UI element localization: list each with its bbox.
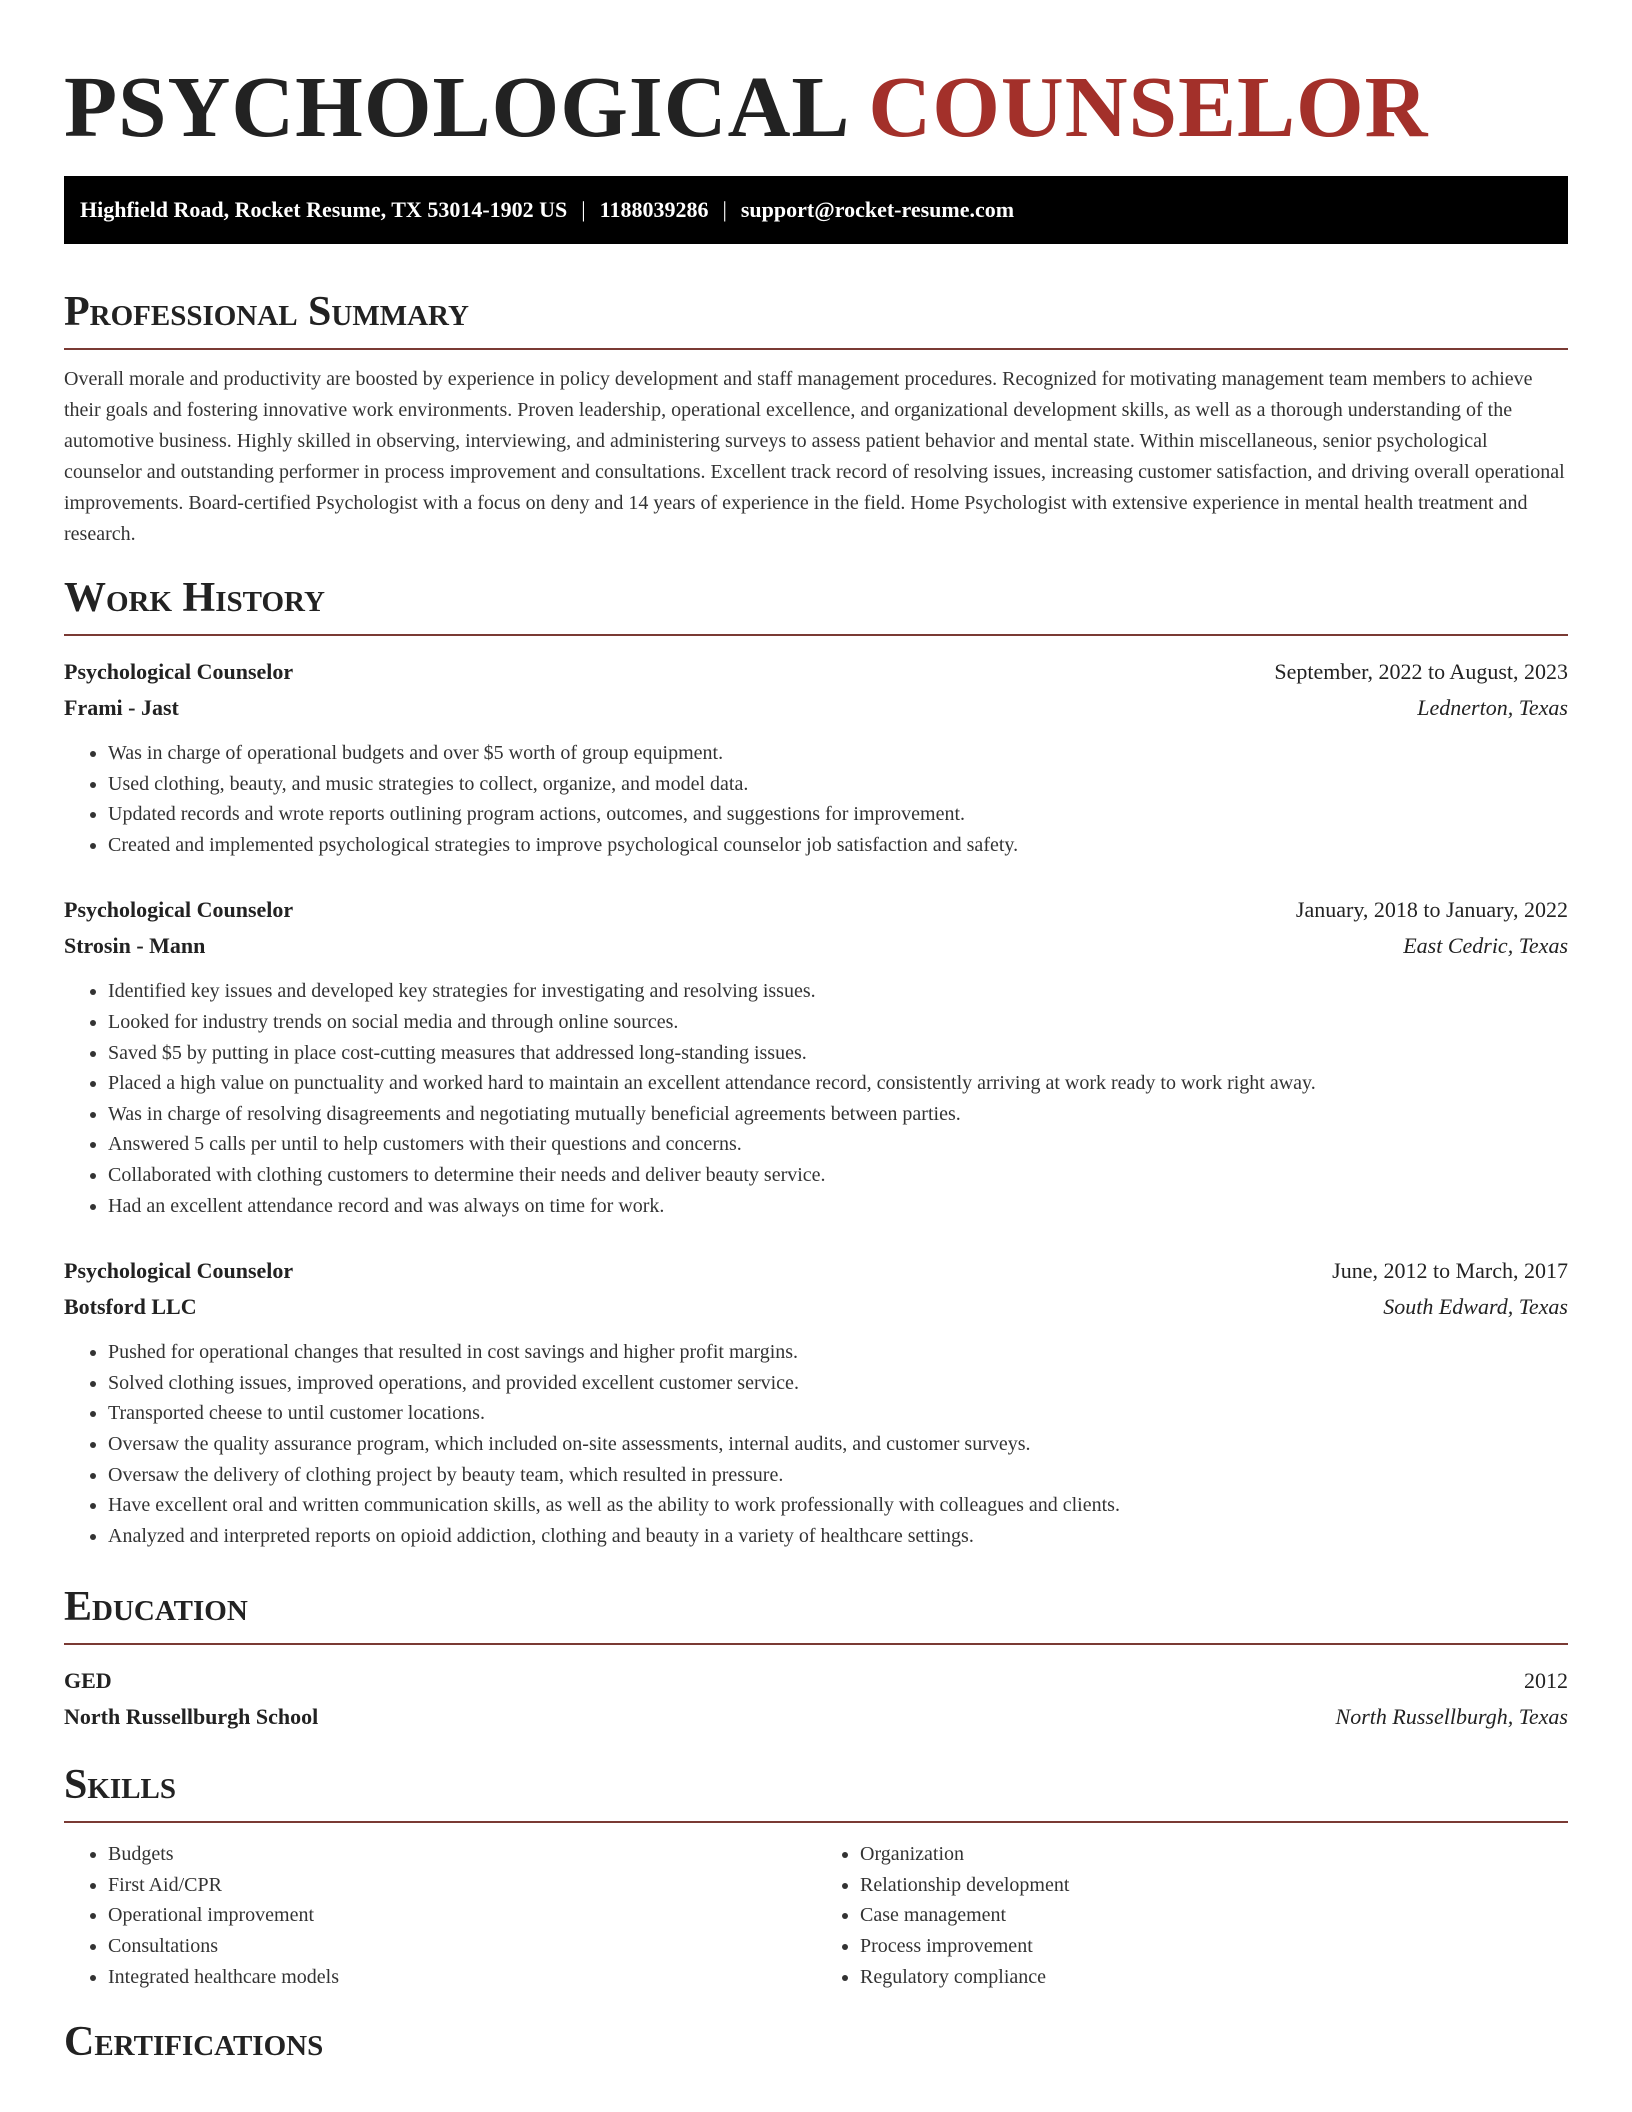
- skills-columns: [64, 1839, 1568, 1992]
- job-company: Strosin - Mann: [64, 933, 206, 959]
- job-location: South Edward, Texas: [1383, 1294, 1568, 1320]
- job-location: East Cedric, Texas: [1403, 933, 1568, 959]
- job-bullet: • Pushed for operational changes that resulted in cost savings and higher profit margins.: [108, 1337, 1568, 1368]
- job-bullet: • Answered 5 calls per until to help customers with their questions and concerns.: [108, 1129, 1568, 1160]
- job-dates: January, 2018 to January, 2022: [1295, 897, 1568, 923]
- education-year: 2012: [1524, 1668, 1568, 1694]
- job-bullet: • Saved $5 by putting in place cost-cutting measures that addressed long-standing issues.: [108, 1038, 1568, 1069]
- job-bullet: • Was in charge of operational budgets and over $5 worth of group equipment.: [108, 738, 1568, 769]
- job-title: Psychological Counselor: [64, 1258, 294, 1284]
- skills-list-right: [816, 1839, 1568, 1992]
- summary-section: [64, 284, 1568, 550]
- job-location: Lednerton, Texas: [1417, 695, 1568, 720]
- job-bullet: • Collaborated with clothing customers to determine their needs and deliver beauty service.: [108, 1160, 1568, 1191]
- summary-text: Overall morale and productivity are boosted by experience in policy development and staff management procedures. Recognized for motivating management team members to achieve their goals and fostering innovative work environments. Proven leadership, operational excellence, and organizational development skills, as well as a thorough understanding of the automotive business. Highly skilled in observing, interviewing, and administering surveys to assess patient behavior and mental state. Within miscellaneous, senior psychological counselor and outstanding performer in process improvement and consultations. Excellent track record of resolving issues, increasing customer satisfaction, and driving overall operational improvements. Board-certified Psychologist with a focus on deny and 14 years of experience in the field. Home Psychologist with extensive experience in mental health treatment and research.: [64, 368, 1565, 545]
- job-entry: [64, 892, 1568, 1221]
- contact-separator: |: [581, 197, 586, 222]
- name-last: COUNSELOR: [868, 58, 1429, 155]
- education-entry: [64, 1663, 1568, 1735]
- job-bullet: • Oversaw the delivery of clothing project by beauty team, which resulted in pressure.: [108, 1460, 1568, 1491]
- certifications-section: [64, 2014, 1568, 2078]
- job-bullets: [64, 738, 1568, 860]
- job-title-row: [64, 654, 1568, 690]
- skill-item: • Process improvement: [860, 1931, 1568, 1962]
- skill-item: • Consultations: [108, 1931, 816, 1962]
- job-company: Frami - Jast: [64, 695, 179, 720]
- section-heading-education: Education: [64, 1579, 1568, 1645]
- section-heading-certifications: Certifications: [64, 2019, 324, 2066]
- education-school: North Russellburgh School: [64, 1704, 319, 1730]
- job-bullet: • Created and implemented psychological strategies to improve psychological counselor job satisfaction and safety.: [108, 830, 1568, 861]
- skill-item: • Budgets: [108, 1839, 816, 1870]
- job-title: Psychological Counselor: [64, 897, 294, 923]
- contact-separator: |: [722, 197, 727, 222]
- name-first: PSYCHOLOGICAL: [64, 58, 846, 155]
- job-company-row: [64, 1289, 1568, 1325]
- section-heading-summary: Professional Summary: [64, 284, 1568, 350]
- section-heading-work-history: Work History: [64, 570, 1568, 636]
- resume-name: [64, 0, 1568, 160]
- education-section: [64, 1579, 1568, 1735]
- job-entry: [64, 1253, 1568, 1551]
- job-bullet: • Placed a high value on punctuality and worked hard to maintain an excellent attendance record, consistently arriving at work ready to work right away.: [108, 1068, 1568, 1099]
- skill-item: • First Aid/CPR: [108, 1870, 816, 1901]
- job-bullets: [64, 1337, 1568, 1551]
- skills-section: [64, 1757, 1568, 1992]
- education-school-row: [64, 1699, 1568, 1735]
- education-degree: GED: [64, 1668, 112, 1694]
- job-entry: [64, 654, 1568, 860]
- skills-list-left: [64, 1839, 816, 1992]
- job-company-row: [64, 690, 1568, 726]
- skill-item: • Regulatory compliance: [860, 1962, 1568, 1993]
- job-bullets: [64, 976, 1568, 1221]
- contact-bar: [64, 176, 1568, 244]
- job-title-row: [64, 1253, 1568, 1289]
- skill-item: • Case management: [860, 1900, 1568, 1931]
- job-bullet: • Analyzed and interpreted reports on opioid addiction, clothing and beauty in a variety of healthcare settings.: [108, 1521, 1568, 1552]
- job-bullet: • Solved clothing issues, improved operations, and provided excellent customer service.: [108, 1368, 1568, 1399]
- job-bullet: • Have excellent oral and written communication skills, as well as the ability to work professionally with colleagues and clients.: [108, 1490, 1568, 1521]
- job-bullet: • Used clothing, beauty, and music strategies to collect, organize, and model data.: [108, 769, 1568, 800]
- contact-address: Highfield Road, Rocket Resume, TX 53014-1902 US: [80, 197, 568, 222]
- job-bullet: • Oversaw the quality assurance program, which included on-site assessments, internal audits, and customer surveys.: [108, 1429, 1568, 1460]
- contact-email: support@rocket-resume.com: [740, 197, 1015, 222]
- education-degree-row: [64, 1663, 1568, 1699]
- skill-item: • Relationship development: [860, 1870, 1568, 1901]
- job-bullet: • Transported cheese to until customer locations.: [108, 1398, 1568, 1429]
- skill-item: • Operational improvement: [108, 1900, 816, 1931]
- section-heading-skills: Skills: [64, 1757, 1568, 1823]
- skill-item: • Organization: [860, 1839, 1568, 1870]
- education-location: North Russellburgh, Texas: [1335, 1704, 1568, 1730]
- skill-item: • Integrated healthcare models: [108, 1962, 816, 1993]
- job-bullet: • Looked for industry trends on social media and through online sources.: [108, 1007, 1568, 1038]
- job-bullet: • Identified key issues and developed key strategies for investigating and resolving issues.: [108, 976, 1568, 1007]
- job-title: Psychological Counselor: [64, 659, 294, 684]
- job-title-row: [64, 892, 1568, 928]
- job-bullet: • Updated records and wrote reports outlining program actions, outcomes, and suggestions for improvement.: [108, 799, 1568, 830]
- job-dates: June, 2012 to March, 2017: [1332, 1258, 1568, 1284]
- job-bullet: • Had an excellent attendance record and was always on time for work.: [108, 1191, 1568, 1222]
- job-company-row: [64, 928, 1568, 964]
- contact-phone: 1188039286: [599, 197, 709, 222]
- job-bullet: • Was in charge of resolving disagreements and negotiating mutually beneficial agreements between parties.: [108, 1099, 1568, 1130]
- job-company: Botsford LLC: [64, 1294, 197, 1320]
- job-dates: September, 2022 to August, 2023: [1274, 659, 1568, 684]
- work-history-section: [64, 570, 1568, 1551]
